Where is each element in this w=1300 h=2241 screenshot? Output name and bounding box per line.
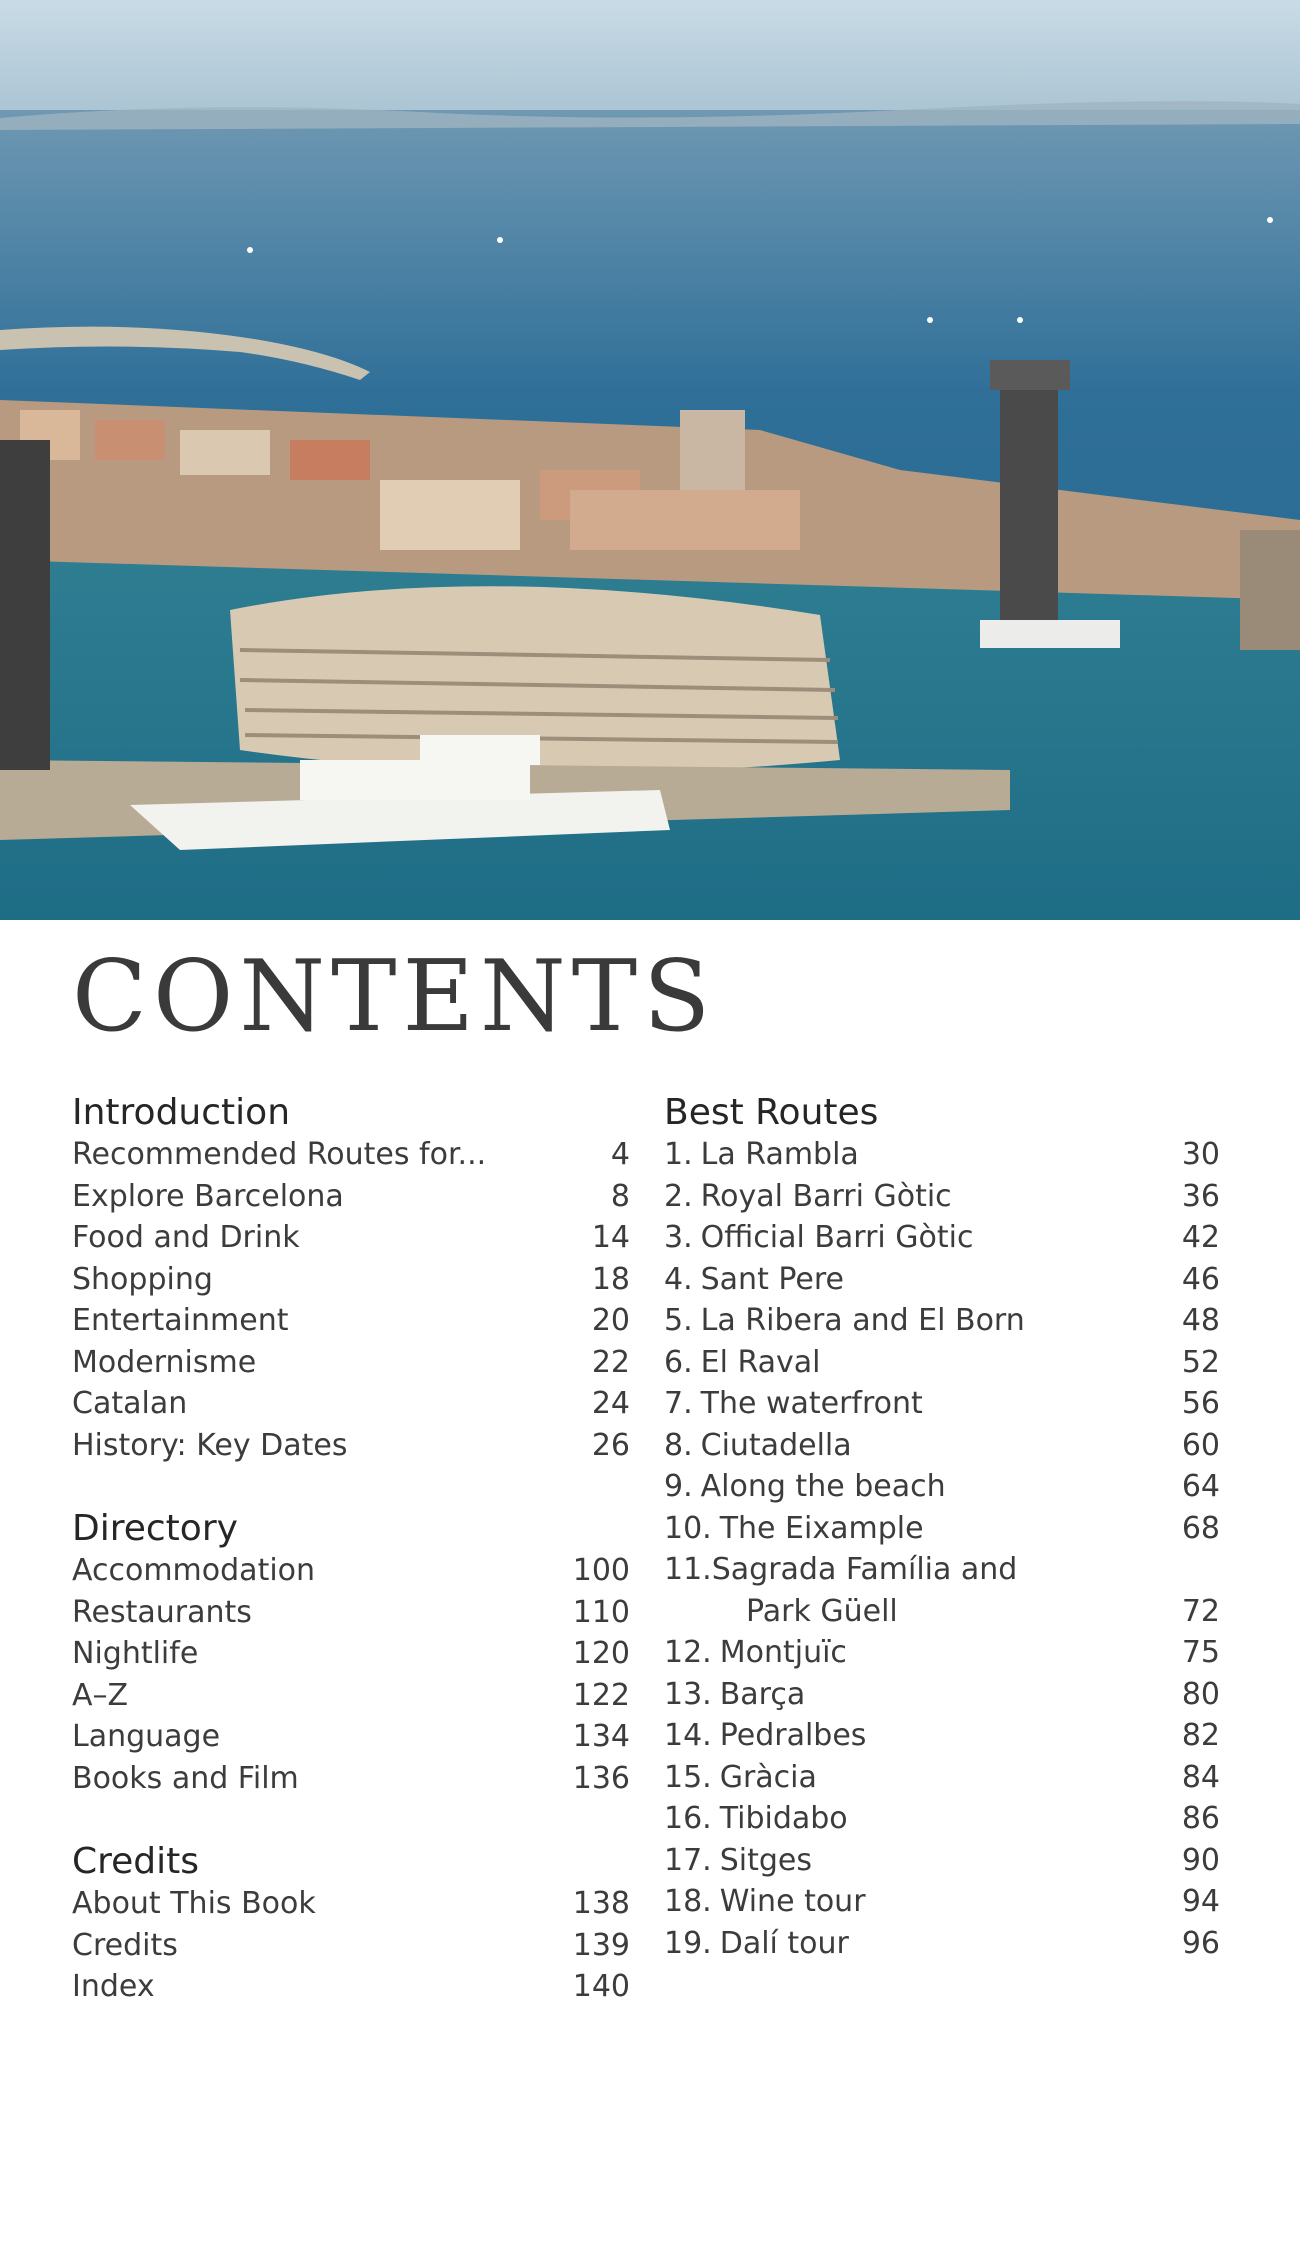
- route-page-number: 68: [1181, 1510, 1220, 1546]
- toc-entry[interactable]: [72, 1300, 630, 1342]
- toc-entry[interactable]: [72, 1134, 630, 1176]
- section-credits: [72, 1839, 630, 2008]
- route-entry[interactable]: [664, 1217, 1220, 1259]
- toc-entry-label: Shopping: [72, 1261, 213, 1297]
- section-best-routes: [664, 1090, 1220, 1964]
- route-entry-text: [664, 1923, 849, 1965]
- route-entry[interactable]: [664, 1466, 1220, 1508]
- route-page-number: 60: [1181, 1427, 1220, 1463]
- route-page-number: 56: [1181, 1386, 1220, 1421]
- route-number: 19.: [664, 1925, 712, 1961]
- toc-entry-label: Books and Film: [72, 1760, 299, 1796]
- route-page-number: 30: [1181, 1137, 1220, 1172]
- toc-entry[interactable]: [72, 1383, 630, 1425]
- route-label: Sant Pere: [700, 1261, 844, 1297]
- route-entry[interactable]: [664, 1425, 1220, 1467]
- route-page-number: 64: [1181, 1469, 1220, 1504]
- route-label: Official Barri Gòtic: [700, 1220, 974, 1255]
- route-page-number: 75: [1181, 1635, 1220, 1670]
- route-entry-text: [664, 1715, 866, 1757]
- route-label: Sagrada Família and: [711, 1552, 1018, 1587]
- route-number: 14.: [664, 1718, 712, 1753]
- route-entry-text: [664, 1840, 812, 1882]
- route-page-number: 96: [1181, 1925, 1220, 1961]
- route-number: 18.: [664, 1884, 712, 1919]
- route-entry[interactable]: [664, 1715, 1220, 1757]
- toc-entry[interactable]: [72, 1758, 630, 1800]
- toc-entry[interactable]: [72, 1716, 630, 1758]
- route-page-number: 48: [1181, 1303, 1220, 1338]
- toc-entry-page-number: 140: [572, 1969, 630, 2004]
- toc-entry-page-number: 26: [591, 1427, 630, 1463]
- toc-entry-label: About This Book: [72, 1886, 316, 1921]
- route-entry[interactable]: [664, 1134, 1220, 1176]
- toc-entry-label: Language: [72, 1719, 221, 1754]
- toc-entry-page-number: 100: [572, 1553, 630, 1588]
- route-page-number: 90: [1181, 1842, 1220, 1878]
- route-entry-text: [664, 1217, 974, 1259]
- route-label: Ciutadella: [700, 1427, 852, 1463]
- route-number: 5.: [664, 1303, 693, 1338]
- section-heading-directory: Directory: [72, 1508, 238, 1549]
- route-number: 3.: [664, 1220, 693, 1255]
- route-label: Pedralbes: [719, 1718, 867, 1753]
- route-entry[interactable]: [664, 1549, 1220, 1632]
- route-label: La Rambla: [700, 1137, 859, 1172]
- toc-entry-page-number: 8: [610, 1178, 630, 1214]
- route-number: 7.: [664, 1386, 693, 1421]
- section-introduction: [72, 1090, 630, 1466]
- toc-entry[interactable]: [72, 1966, 630, 2008]
- toc-entry-label: Nightlife: [72, 1636, 199, 1671]
- route-label: Gràcia: [719, 1759, 817, 1795]
- route-number: 13.: [664, 1676, 712, 1712]
- aerial-harbour-photo-icon: [0, 0, 1300, 920]
- route-entry-text: [664, 1798, 848, 1840]
- route-number: 6.: [664, 1344, 693, 1380]
- toc-entry-label: Catalan: [72, 1386, 188, 1421]
- section-heading-credits: Credits: [72, 1841, 200, 1882]
- toc-entry-page-number: 120: [572, 1636, 630, 1671]
- route-number: 11.: [664, 1552, 712, 1587]
- route-entry-first-line: [664, 1549, 1220, 1591]
- route-entry-text: [664, 1632, 847, 1674]
- route-entry[interactable]: [664, 1300, 1220, 1342]
- route-number: 4.: [664, 1261, 693, 1297]
- toc-entry-label: Modernisme: [72, 1344, 257, 1380]
- route-label: Sitges: [719, 1842, 812, 1878]
- route-page-number: 80: [1181, 1676, 1220, 1712]
- toc-entry[interactable]: [72, 1675, 630, 1717]
- toc-entry-page-number: 14: [591, 1220, 630, 1255]
- route-page-number: 52: [1181, 1344, 1220, 1380]
- route-page-number: 94: [1181, 1884, 1220, 1919]
- route-entry-text: [664, 1881, 866, 1923]
- route-entry-text: [664, 1300, 1025, 1342]
- credits-list: [72, 1883, 630, 2008]
- toc-entry-page-number: 122: [572, 1677, 630, 1713]
- route-label: The Eixample: [719, 1510, 924, 1546]
- route-entry-second-line: [664, 1591, 1220, 1633]
- toc-entry-page-number: 136: [572, 1760, 630, 1796]
- section-directory: [72, 1506, 630, 1799]
- route-page-number: 82: [1181, 1718, 1220, 1753]
- toc-entry[interactable]: [72, 1425, 630, 1467]
- toc-entry-page-number: 24: [591, 1386, 630, 1421]
- route-entry-text: [664, 1508, 924, 1550]
- toc-entry-label: Credits: [72, 1927, 178, 1963]
- route-entry[interactable]: [664, 1342, 1220, 1384]
- toc-entry-page-number: 110: [572, 1594, 630, 1630]
- toc-entry-label: Explore Barcelona: [72, 1178, 344, 1214]
- route-entry-text: [664, 1674, 805, 1716]
- route-entry[interactable]: [664, 1383, 1220, 1425]
- contents-right-column: [664, 1090, 1220, 2004]
- toc-entry-page-number: 20: [591, 1303, 630, 1338]
- toc-entry-label: Recommended Routes for...: [72, 1137, 487, 1172]
- page-title: CONTENTS: [72, 940, 717, 1054]
- route-entry[interactable]: [664, 1881, 1220, 1923]
- route-number: 15.: [664, 1759, 712, 1795]
- route-label: The waterfront: [700, 1386, 923, 1421]
- route-number: 1.: [664, 1137, 693, 1172]
- route-entry[interactable]: [664, 1674, 1220, 1716]
- route-number: 12.: [664, 1635, 712, 1670]
- route-entry-text: [664, 1383, 923, 1425]
- section-heading-best-routes: Best Routes: [664, 1092, 879, 1133]
- toc-entry-page-number: 18: [591, 1261, 630, 1297]
- route-entry[interactable]: [664, 1259, 1220, 1301]
- route-entry[interactable]: [664, 1632, 1220, 1674]
- directory-list: [72, 1550, 630, 1799]
- best-routes-list: [664, 1134, 1220, 1964]
- toc-entry[interactable]: [72, 1883, 630, 1925]
- route-entry[interactable]: [664, 1923, 1220, 1965]
- route-number: 9.: [664, 1469, 693, 1504]
- route-label: Tibidabo: [719, 1801, 848, 1836]
- aerial-harbour-photo: [0, 0, 1300, 920]
- toc-entry[interactable]: [72, 1217, 630, 1259]
- toc-entry-label: Accommodation: [72, 1553, 316, 1588]
- toc-entry-label: History: Key Dates: [72, 1427, 348, 1463]
- toc-entry-label: Index: [72, 1969, 155, 2004]
- route-label: Barça: [719, 1676, 806, 1712]
- route-entry-text: [664, 1134, 859, 1176]
- route-label: Montjuïc: [719, 1635, 847, 1670]
- route-entry[interactable]: [664, 1508, 1220, 1550]
- route-page-number: 36: [1181, 1178, 1220, 1214]
- toc-entry-page-number: 4: [610, 1137, 630, 1172]
- toc-entry[interactable]: [72, 1176, 630, 1218]
- route-entry-text: [664, 1466, 946, 1508]
- route-number: 8.: [664, 1427, 693, 1463]
- toc-entry-label: Restaurants: [72, 1594, 252, 1630]
- toc-entry[interactable]: [72, 1925, 630, 1967]
- route-label: La Ribera and El Born: [700, 1303, 1025, 1338]
- toc-entry[interactable]: [72, 1633, 630, 1675]
- route-entry[interactable]: [664, 1840, 1220, 1882]
- route-page-number: 46: [1181, 1261, 1220, 1297]
- toc-entry-page-number: 138: [572, 1886, 630, 1921]
- route-label: Dalí tour: [719, 1925, 849, 1961]
- toc-entry[interactable]: [72, 1550, 630, 1592]
- route-entry[interactable]: [664, 1757, 1220, 1799]
- route-entry[interactable]: [664, 1176, 1220, 1218]
- route-entry[interactable]: [664, 1798, 1220, 1840]
- toc-entry[interactable]: [72, 1342, 630, 1384]
- route-entry-text: [664, 1259, 844, 1301]
- route-label-continued: Park Güell: [746, 1593, 898, 1629]
- toc-entry-page-number: 139: [572, 1927, 630, 1963]
- route-entry-text: [664, 1425, 852, 1467]
- introduction-list: [72, 1134, 630, 1466]
- toc-entry-label: A–Z: [72, 1677, 129, 1713]
- section-heading-introduction: Introduction: [72, 1092, 291, 1133]
- route-page-number: 72: [1181, 1593, 1220, 1629]
- route-number: 2.: [664, 1178, 693, 1214]
- route-number: 16.: [664, 1801, 712, 1836]
- route-entry-text: [664, 1757, 817, 1799]
- toc-entry-label: Food and Drink: [72, 1220, 300, 1255]
- route-page-number: 84: [1181, 1759, 1220, 1795]
- route-label: Wine tour: [719, 1884, 866, 1919]
- route-page-number: 86: [1181, 1801, 1220, 1836]
- toc-entry-label: Entertainment: [72, 1303, 289, 1338]
- toc-entry[interactable]: [72, 1592, 630, 1634]
- route-entry-text: [664, 1342, 821, 1384]
- route-page-number: 42: [1181, 1220, 1220, 1255]
- route-number: 17.: [664, 1842, 712, 1878]
- route-label: Royal Barri Gòtic: [700, 1178, 952, 1214]
- route-label: Along the beach: [700, 1469, 946, 1504]
- route-number: 10.: [664, 1510, 712, 1546]
- contents-left-column: [72, 1090, 630, 2048]
- route-entry-text: [664, 1176, 952, 1218]
- toc-entry-page-number: 134: [572, 1719, 630, 1754]
- toc-entry-page-number: 22: [591, 1344, 630, 1380]
- route-label: El Raval: [700, 1344, 821, 1380]
- toc-entry[interactable]: [72, 1259, 630, 1301]
